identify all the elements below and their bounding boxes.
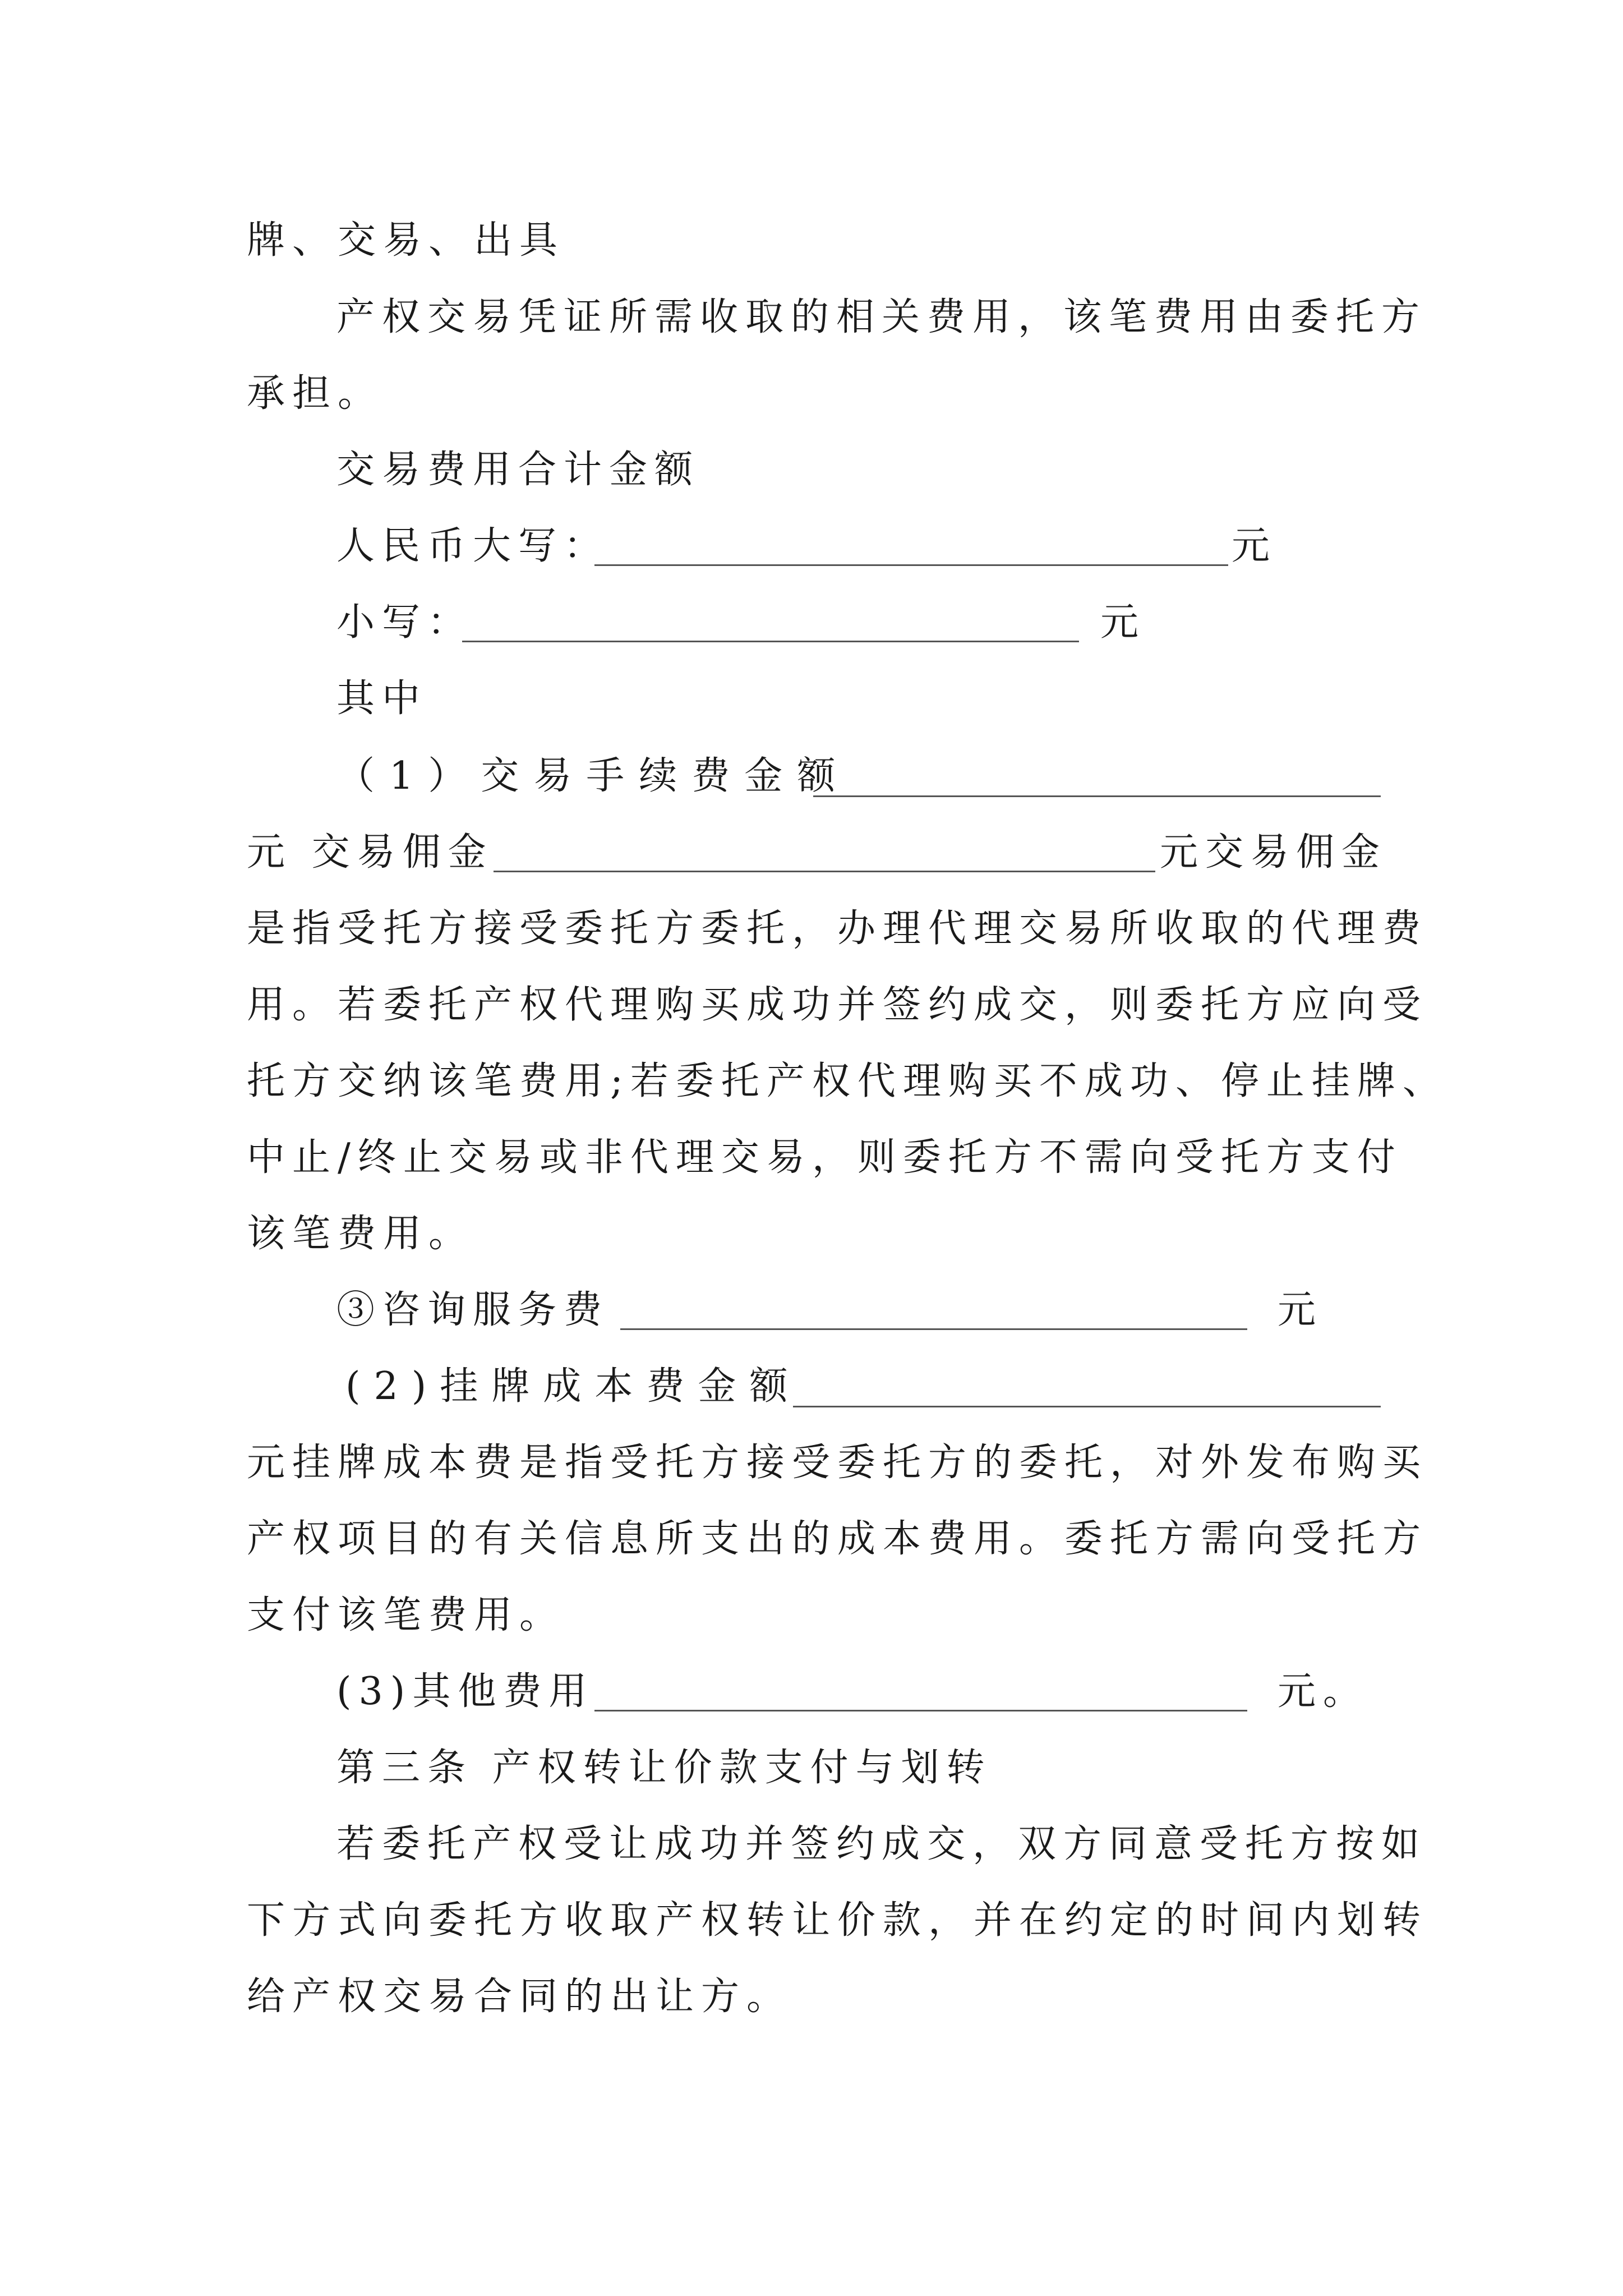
fill-blank-transaction-fee[interactable] [813,795,1381,797]
text-line: 托方交纳该笔费用;若委托产权代理购买不成功、停止挂牌、 [247,1059,1448,1103]
field-label-other-fees: (3)其他费用 [336,1669,594,1714]
section-heading: 第三条 产权转让价款支付与划转 [336,1746,992,1790]
fill-blank-listing-cost[interactable] [793,1406,1381,1407]
unit-label: 元 [1232,524,1278,568]
fill-blank-lowercase[interactable] [462,641,1079,642]
text-line: 元挂牌成本费是指受托方接受委托方的委托，对外发布购买 [247,1441,1428,1485]
unit-label: 元 [1100,600,1146,645]
text-line: 该笔费用。 [247,1212,474,1256]
field-label-rmb-capital: 人民币大写： [336,524,610,568]
fill-blank-consulting-fee[interactable] [620,1328,1247,1330]
unit-label: 元。 [1278,1669,1369,1714]
text-line: 元交易佣金 [1160,830,1387,875]
text-line: 给产权交易合同的出让方。 [247,1975,792,2019]
text-line: 产权交易凭证所需收取的相关费用，该笔费用由委托方 [336,295,1427,339]
text-line: 承担。 [247,371,384,416]
text-line: 其中 [336,677,428,721]
fill-blank-other-fees[interactable] [594,1710,1247,1711]
text-line: 下方式向委托方收取产权转让价款，并在约定的时间内划转 [247,1898,1428,1943]
field-label-lowercase: 小写： [336,600,473,645]
text-line: 产权项目的有关信息所支出的成本费用。委托方需向受托方 [247,1517,1428,1561]
fill-blank-rmb-capital[interactable] [594,564,1228,566]
text-line: 元 交易佣金 [247,830,494,875]
field-label-transaction-fee: （1）交易手续费金额 [336,754,850,798]
field-label-listing-cost: (2)挂牌成本费金额 [345,1364,801,1409]
text-line: 交易费用合计金额 [336,448,700,492]
text-line: 中止/终止交易或非代理交易，则委托方不需向受托方支付 [247,1135,1403,1180]
field-label-consulting-fee: ③咨询服务费 [336,1288,610,1332]
text-line: 是指受托方接受委托方委托，办理代理交易所收取的代理费 [247,907,1428,951]
text-line: 支付该笔费用。 [247,1593,565,1637]
text-line: 用。若委托产权代理购买成功并签约成交，则委托方应向受 [247,983,1428,1027]
text-line: 牌、交易、出具 [247,218,565,263]
fill-blank-commission[interactable] [494,871,1155,872]
unit-label: 元 [1278,1288,1324,1332]
text-line: 若委托产权受让成功并签约成交，双方同意受托方按如 [336,1822,1427,1866]
